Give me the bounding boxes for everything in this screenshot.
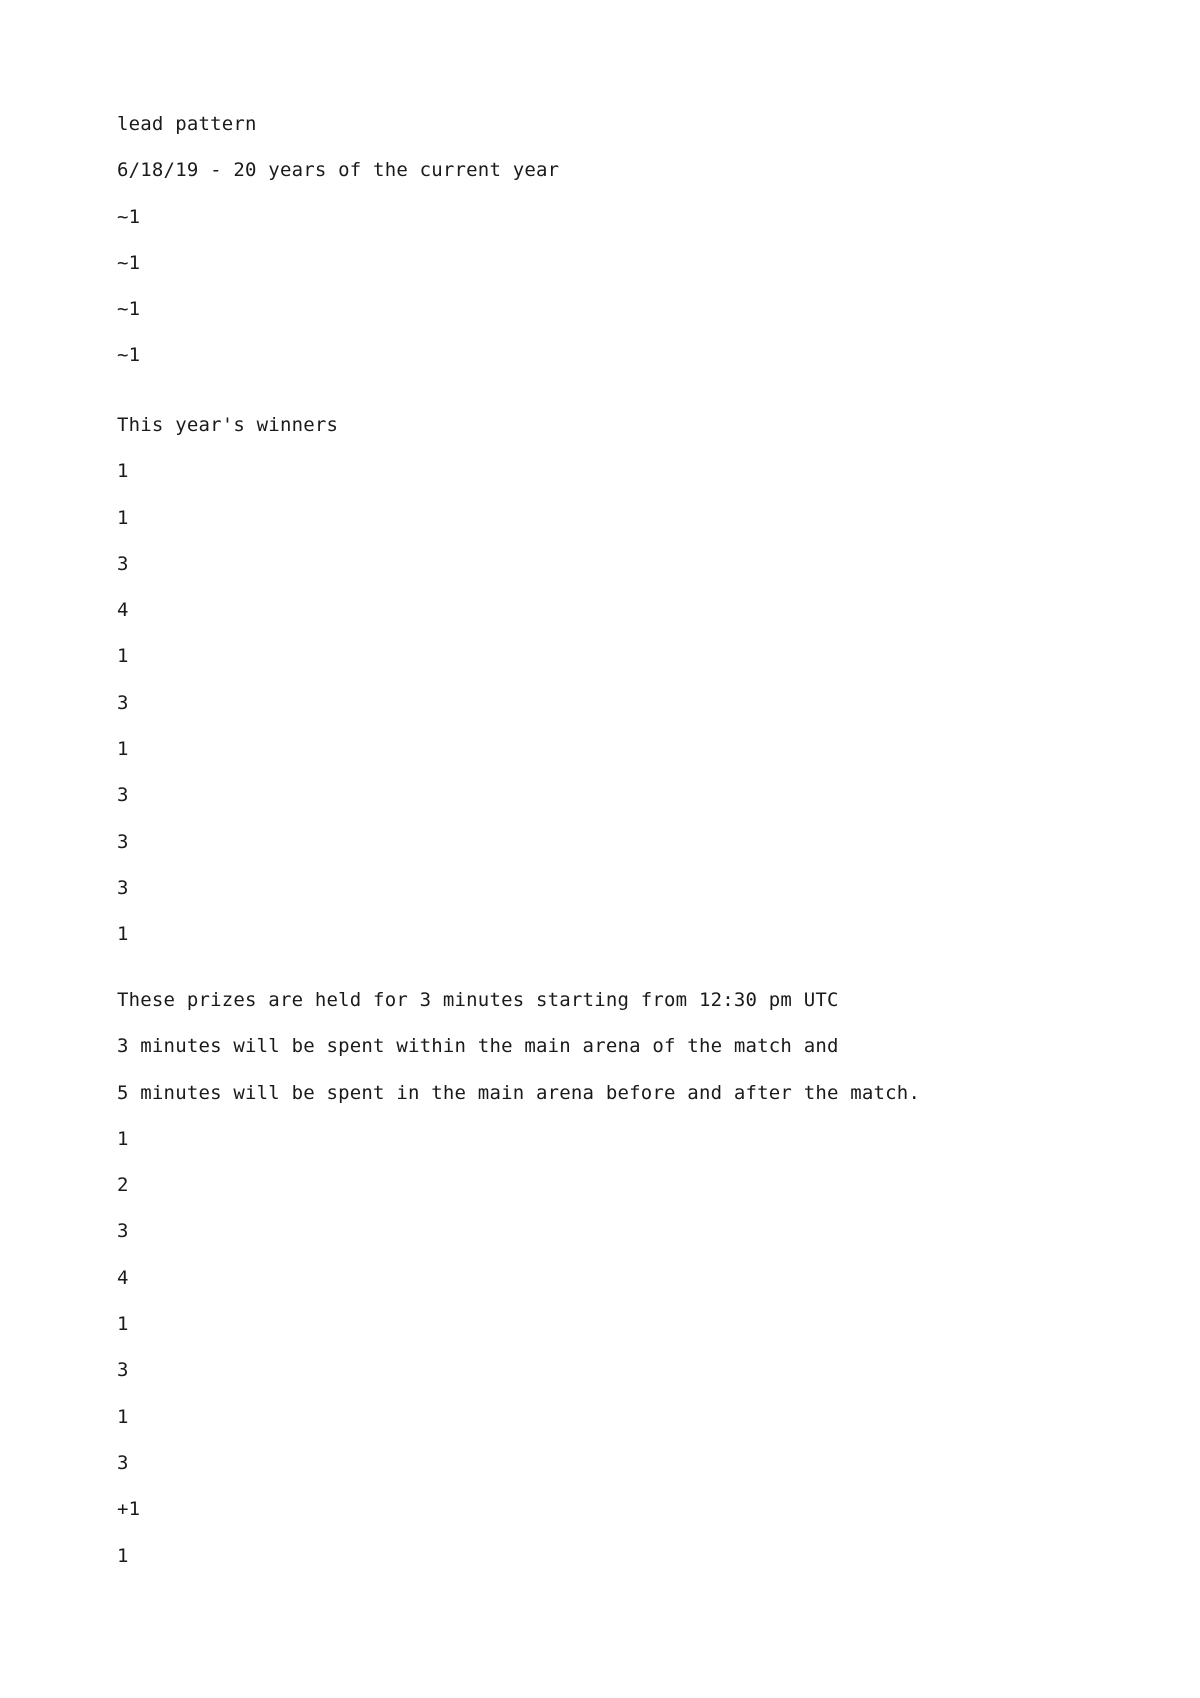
prize-value: 3 [117, 1220, 129, 1243]
winners-heading: This year's winners [117, 414, 339, 436]
prize-value: 2 [117, 1174, 129, 1197]
prize-value: 3 [117, 1359, 129, 1382]
date-line: 6/18/19 - 20 years of the current year [117, 159, 560, 182]
prize-value: 1 [117, 1405, 129, 1428]
prizes-line: These prizes are held for 3 minutes starting from 12:30 pm UTC [117, 989, 839, 1011]
header-entry: ~1 [117, 251, 141, 274]
document-title: lead pattern [117, 113, 257, 135]
winner-value: 4 [117, 599, 129, 622]
winner-value: 1 [117, 506, 129, 529]
prize-value: +1 [117, 1498, 141, 1521]
winner-value: 3 [117, 552, 129, 575]
winner-value: 1 [117, 923, 129, 946]
prize-value: 1 [117, 1544, 129, 1567]
header-entry: ~1 [117, 344, 141, 367]
winner-value: 1 [117, 460, 129, 483]
header-entry: ~1 [117, 298, 141, 321]
prize-value: 1 [117, 1127, 129, 1150]
winner-value: 3 [117, 784, 129, 807]
winner-value: 1 [117, 645, 129, 668]
prizes-line: 3 minutes will be spent within the main arena of the match and [117, 1035, 839, 1058]
prize-value: 4 [117, 1266, 129, 1289]
winner-value: 3 [117, 830, 129, 853]
winner-value: 3 [117, 876, 129, 899]
winner-value: 3 [117, 691, 129, 714]
prizes-section [117, 990, 1117, 1592]
header-entry: ~1 [117, 205, 141, 228]
header-section [117, 114, 1117, 392]
prize-value: 3 [117, 1451, 129, 1474]
prize-value: 1 [117, 1313, 129, 1336]
winners-section [117, 415, 1117, 971]
prizes-line: 5 minutes will be spent in the main arena before and after the match. [117, 1081, 921, 1104]
winner-value: 1 [117, 738, 129, 761]
